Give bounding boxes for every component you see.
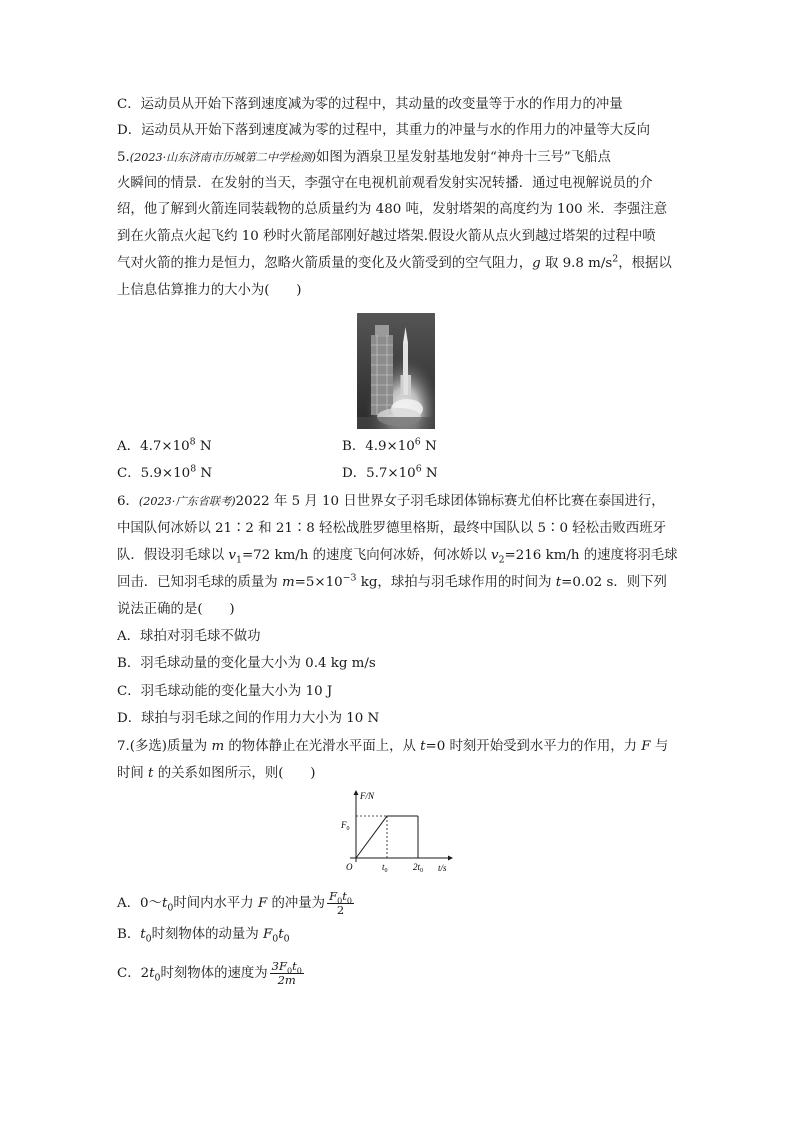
q5-stem-line4: 到在火箭点火起飞约 10 秒时火箭尾部刚好越过塔架.假设火箭从点火到越过塔架的过程中喷 (117, 229, 656, 244)
x-tick-label-t0: $t_0$ (382, 862, 388, 874)
q5-stem-line6: 上信息估算推力的大小为( ) (117, 283, 302, 298)
q5-stem-line5: 气对火箭的推力是恒力，忽略火箭质量的变化及火箭受到的空气阻力，g 取 9.8 $m/s^2$，根据以 (117, 253, 672, 271)
q5-stem-line3: 绍，他了解到火箭连同装载物的总质量约为 480 吨，发射塔架的高度约为 100 米．李强注意 (117, 202, 668, 217)
q7-option-c-fraction: $\frac{3F_0t_0}{2m}$ (271, 959, 302, 987)
q6-stem-line1: 6．(2023·广东省联考)2022 年 5 月 10 日世界女子羽毛球团体锦标赛尤伯杯比赛在泰国进行， (117, 494, 665, 509)
x-axis-label: t/s (438, 863, 447, 873)
q6-stem-line3: 队．假设羽毛球以 $v_1=72$ km/h 的速度飞向何冰娇，何冰娇以 $v_2=216$ km/h 的速度将羽毛球 (117, 548, 678, 566)
q6-source: (2023·广东省联考) (138, 495, 236, 508)
q7-option-c[interactable]: C．$2t_0$时刻物体的速度为 $\frac{3F_0t_0}{2m}$ (117, 959, 302, 987)
x-axis-arrow (448, 856, 453, 861)
x-tick-label-2t0: $2t_0$ (413, 862, 424, 874)
q4-option-d[interactable]: D．运动员从开始下落到速度减为零的过程中，其重力的冲量与水的作用力的冲量等大反向 (117, 123, 650, 138)
q5-option-c[interactable]: C．$5.9\times 10^8$ N (117, 463, 213, 481)
q5-source: (2023·山东济南市历城第二中学检测) (129, 151, 316, 164)
q6-option-b[interactable]: B．羽毛球动量的变化量大小为 0.4 kg m/s (117, 656, 376, 671)
q5-option-a[interactable]: A．$4.7\times 10^8$ N (117, 436, 212, 454)
y-tick-label-f0: $F_0$ (341, 820, 350, 832)
q7-option-b[interactable]: B．$t_0$时刻物体的动量为 $F_0t_0$ (117, 927, 290, 945)
q7-option-a-fraction: $\frac{F_0t_0}{2}$ (329, 889, 352, 917)
rocket-launch-photo (357, 313, 435, 429)
y-axis-arrow (354, 790, 359, 795)
q7-multi-tag: (多选) (129, 739, 168, 754)
q6-stem-line2: 中国队何冰娇以 21∶2 和 21∶8 轻松战胜罗德里格斯，最终中国队以 5∶0 轻松击败西班牙 (117, 521, 666, 536)
q5-stem-line2: 火瞬间的情景．在发射的当天，李强守在电视机前观看发射实况转播．通过电视解说员的介 (117, 176, 653, 191)
force-time-chart (336, 788, 456, 876)
q7-stem-line1: 7.(多选)质量为 m 的物体静止在光滑水平面上，从 t=0 时刻开始受到水平力的作用，力 F 与 (117, 739, 669, 754)
q6-stem-line4: 回击．已知羽毛球的质量为 $m=5\times 10^{-3}$ kg，球拍与羽毛球作用的时间为 t=0.02 s．则下列 (117, 572, 667, 590)
q6-stem-line5: 说法正确的是( ) (117, 602, 235, 617)
q5-stem-line1: 5.(2023·山东济南市历城第二中学检测)如图为酒泉卫星发射基地发射“神舟十三号”飞船点 (117, 150, 611, 165)
q6-option-d[interactable]: D．球拍与羽毛球之间的作用力大小为 10 N (117, 711, 380, 726)
q5-option-d[interactable]: D．$5.7\times 10^6$ N (342, 463, 438, 481)
q6-option-c[interactable]: C．羽毛球动能的变化量大小为 10 J (117, 684, 333, 699)
q7-stem-line2: 时间 t 的关系如图所示，则( ) (117, 766, 316, 781)
q7-option-a[interactable]: A．$0\sim t_0$时间内水平力 F 的冲量为 $\frac{F_0t_0}{2}$ (117, 889, 352, 917)
q6-option-a[interactable]: A．球拍对羽毛球不做功 (117, 629, 261, 644)
origin-label: O (346, 862, 353, 872)
q4-option-c[interactable]: C．运动员从开始下落到速度减为零的过程中，其动量的改变量等于水的作用力的冲量 (117, 97, 623, 112)
y-axis-label: F/N (360, 791, 375, 801)
q5-option-b[interactable]: B．$4.9\times 10^6$ N (342, 436, 437, 454)
